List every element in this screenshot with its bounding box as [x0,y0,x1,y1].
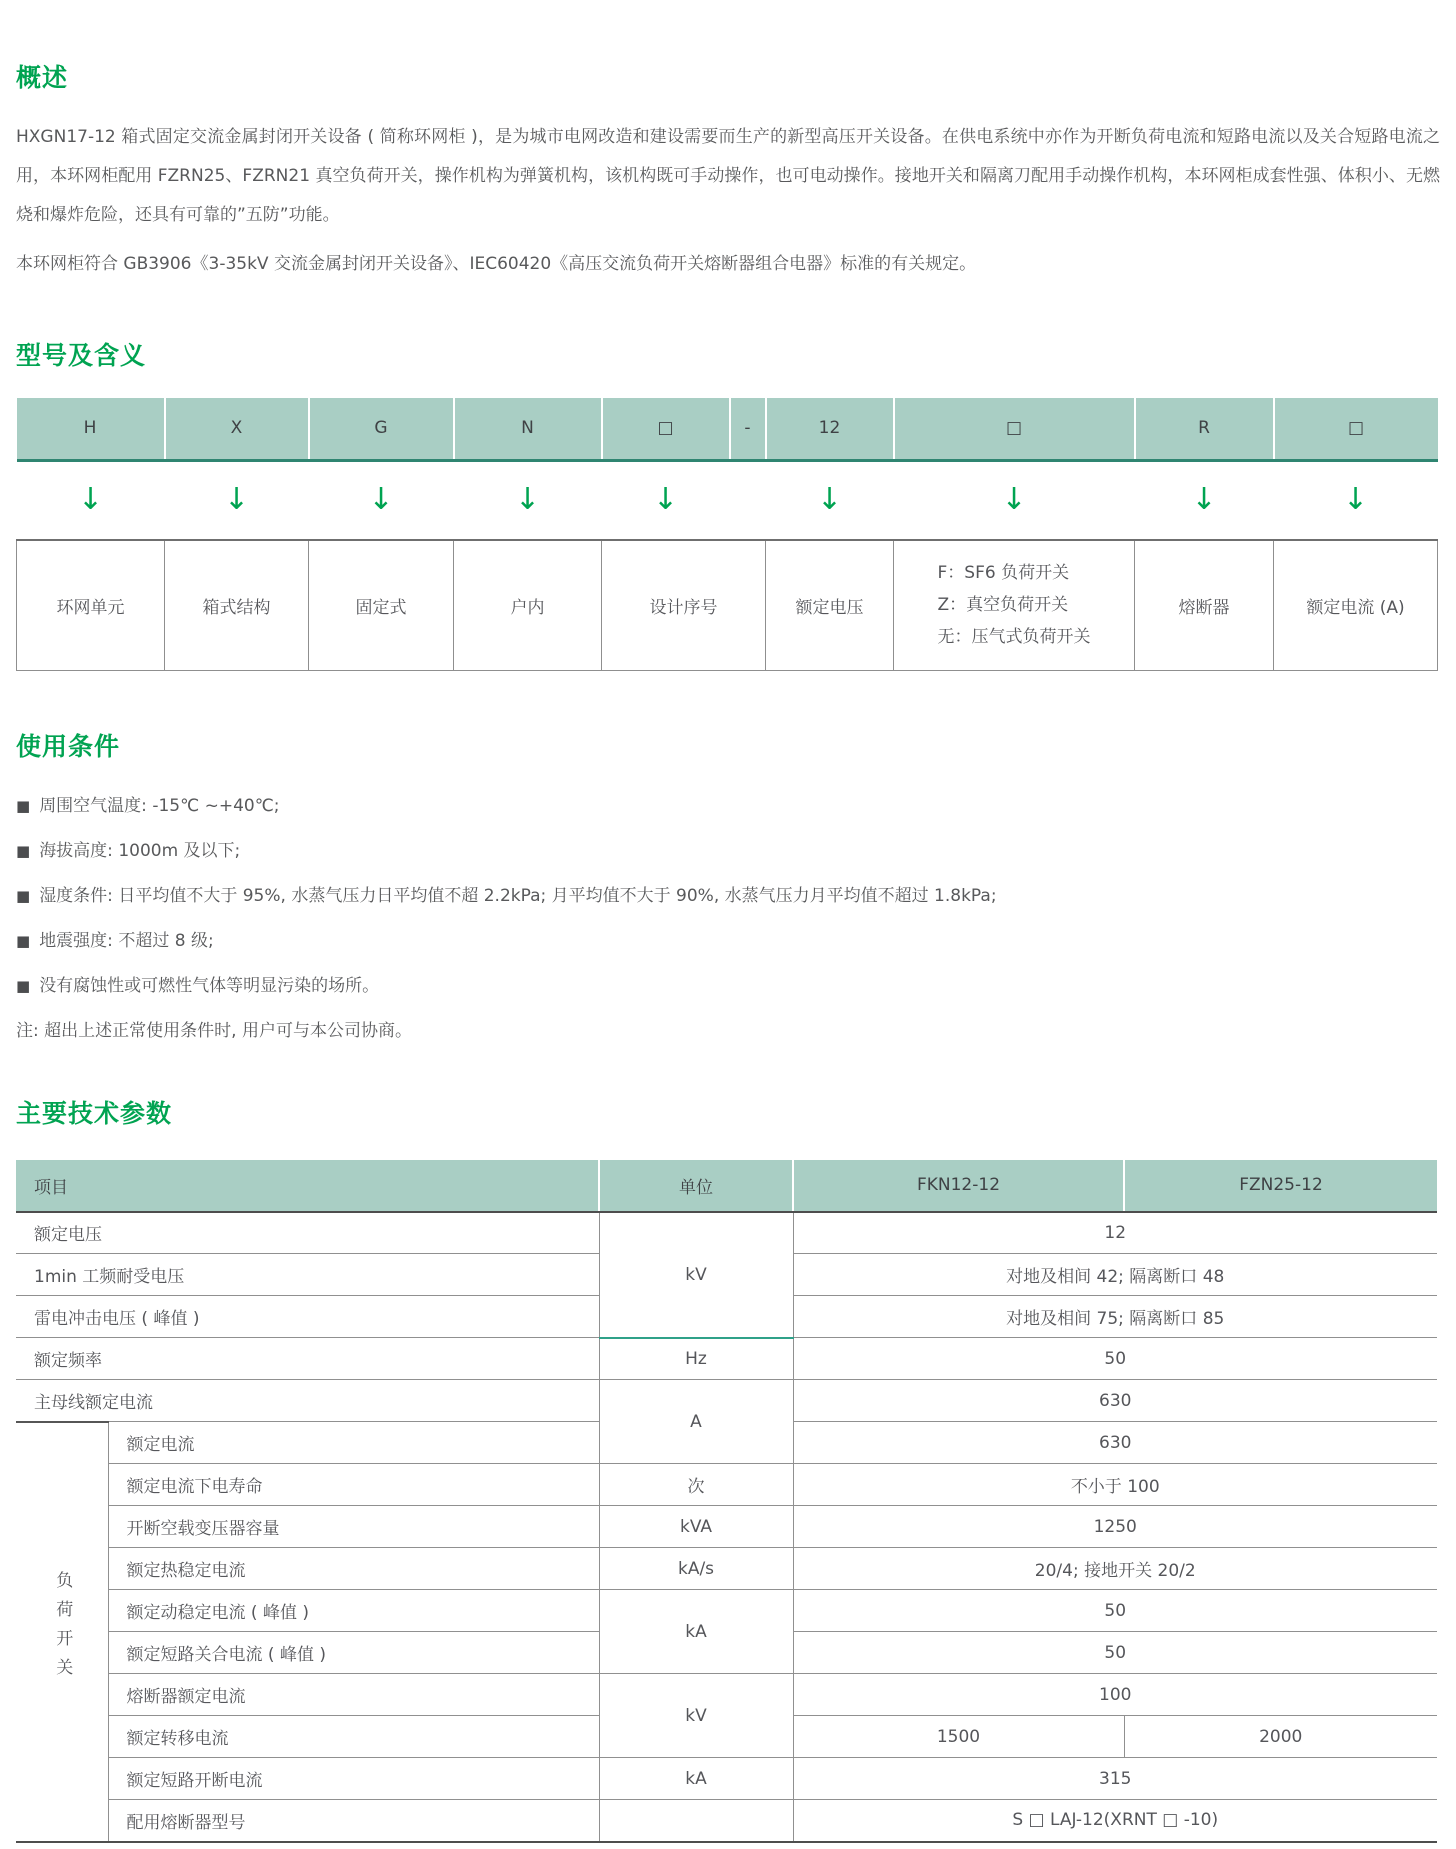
bullet-square-icon: ■ [16,796,31,815]
param-label: 开断空载变压器容量 [108,1506,599,1548]
table-row [16,1590,1437,1632]
group-label-vertical: 负荷开关 [52,1571,73,1687]
switch-type-line: 无：压气式负荷开关 [937,627,1091,648]
params-section [16,1094,1440,1849]
param-value-fkn: 1500 [793,1716,1124,1758]
model-meaning-cell: 额定电流 (A) [1274,540,1438,670]
condition-text: 湿度条件: 日平均值不大于 95%, 水蒸气压力日平均值不超 2.2kPa; 月平均值不大于 90%, 水蒸气压力月平均值不超过 1.8kPa; [39,885,997,906]
conditions-list [16,793,1440,1044]
table-row [16,1380,1437,1422]
param-label: 雷电冲击电压 ( 峰值 ) [16,1296,599,1338]
model-meaning-cell: 箱式结构 [165,540,309,670]
down-arrow-icon: ↓ [223,482,250,518]
model-arrow-cell [165,460,309,540]
model-arrow-cell [766,460,894,540]
condition-item [16,793,1440,819]
param-value: 20/4; 接地开关 20/2 [793,1548,1437,1590]
down-arrow-icon: ↓ [368,482,394,518]
down-arrow-icon: ↓ [1001,482,1027,518]
model-code-cell: 12 [766,398,894,460]
param-unit: A [599,1380,793,1464]
model-code-cell: □ [602,398,730,460]
model-code-row [17,398,1438,460]
param-value-fzn: 2000 [1124,1716,1437,1758]
param-label: 额定动稳定电流 ( 峰值 ) [108,1590,599,1632]
param-label: 1min 工频耐受电压 [16,1254,599,1296]
condition-text: 没有腐蚀性或可燃性气体等明显污染的场所。 [39,975,380,996]
param-value: 50 [793,1590,1437,1632]
table-row [16,1212,1437,1254]
params-header-unit: 单位 [599,1160,793,1212]
model-arrow-cell [602,460,730,540]
model-meaning-cell: 熔断器 [1135,540,1274,670]
param-unit: kA/s [599,1548,793,1590]
conditions-section [16,727,1440,1044]
param-value: S □ LAJ-12(XRNT □ -10) [793,1800,1437,1842]
param-label: 额定短路关合电流 ( 峰值 ) [108,1632,599,1674]
table-row [16,1338,1437,1380]
model-code-cell: H [17,398,165,460]
params-heading: 主要技术参数 [16,1098,173,1128]
model-arrow-cell [309,460,454,540]
table-row [16,1800,1437,1842]
model-arrow-cell-empty [730,460,766,540]
param-value: 对地及相间 75; 隔离断口 85 [793,1296,1437,1338]
param-label: 主母线额定电流 [16,1380,599,1422]
down-arrow-icon: ↓ [77,482,104,518]
model-arrow-cell [894,460,1135,540]
down-arrow-icon: ↓ [1342,482,1369,518]
condition-item [16,838,1440,864]
model-code-cell: □ [1274,398,1438,460]
overview-paragraph-2: 本环网柜符合 GB3906《3-35kV 交流金属封闭开关设备》、IEC60420《高压交流负荷开关熔断器组合电器》标准的有关规定。 [16,254,977,274]
overview-paragraph-1: HXGN17-12 箱式固定交流金属封闭开关设备 ( 简称环网柜 )，是为城市电网改造和建设需要而生产的新型高压开关设备。在供电系统中亦作为开断负荷电流和短路电流以及关合短路电流之用，本环网柜配用 FZRN25、FZRN21 真空负荷开关，操作机构为弹簧机构，该机构既可手动操作，也可电动操作。接地开关和隔离刀配用手动操作机构，本环网柜成套性强、体积小、无燃烧和爆炸危险，还具有可靠的”五防”功能。 [16,127,1440,225]
param-value: 50 [793,1632,1437,1674]
params-header-fkn: FKN12-12 [793,1160,1124,1212]
param-unit: kV [599,1674,793,1758]
param-label: 额定短路开断电流 [108,1758,599,1800]
model-arrow-cell [1135,460,1274,540]
overview-section [16,58,1440,284]
model-code-table [16,398,1438,671]
bullet-square-icon: ■ [16,886,31,905]
down-arrow-icon: ↓ [652,482,679,518]
model-code-cell: R [1135,398,1274,460]
model-meaning-cell-switch-types [894,540,1135,670]
table-row [16,1758,1437,1800]
model-code-cell: G [309,398,454,460]
conditions-heading: 使用条件 [16,731,121,761]
bullet-square-icon: ■ [16,841,31,860]
model-arrow-row [17,460,1438,540]
model-meaning-cell: 户内 [454,540,602,670]
table-row [16,1548,1437,1590]
down-arrow-icon: ↓ [816,482,843,518]
param-value: 630 [793,1380,1437,1422]
model-code-cell: X [165,398,309,460]
table-row [16,1674,1437,1716]
param-label: 配用熔断器型号 [108,1800,599,1842]
down-arrow-icon: ↓ [514,482,541,518]
param-value: 630 [793,1422,1437,1464]
conditions-note: 注: 超出上述正常使用条件时, 用户可与本公司协商。 [16,1020,412,1041]
model-section [16,336,1440,671]
params-header-fzn: FZN25-12 [1124,1160,1437,1212]
condition-text: 周围空气温度: -15℃ ~+40℃; [39,795,280,816]
bullet-square-icon: ■ [16,931,31,950]
param-label: 额定电流 [108,1422,599,1464]
switch-type-line: Z：真空负荷开关 [937,595,1069,616]
param-label: 额定电压 [16,1212,599,1254]
model-meaning-cell: 额定电压 [766,540,894,670]
params-header-row [16,1160,1437,1212]
table-row [16,1506,1437,1548]
model-meaning-row [17,540,1438,670]
model-arrow-cell [454,460,602,540]
model-meaning-cell: 环网单元 [17,540,165,670]
condition-item [16,883,1440,909]
param-label: 额定电流下电寿命 [108,1464,599,1506]
model-code-cell: - [730,398,766,460]
model-meaning-cell: 固定式 [309,540,454,670]
param-unit: kV [599,1212,793,1338]
technical-parameters-table [16,1160,1437,1843]
param-unit: 次 [599,1464,793,1506]
condition-item [16,928,1440,954]
condition-text: 海拔高度: 1000m 及以下; [39,840,241,861]
table-row [16,1464,1437,1506]
model-code-cell: □ [894,398,1135,460]
down-arrow-icon: ↓ [1191,482,1217,518]
model-heading: 型号及含义 [16,341,147,370]
param-value: 315 [793,1758,1437,1800]
params-header-item: 项目 [16,1160,599,1212]
param-label: 额定转移电流 [108,1716,599,1758]
bullet-square-icon: ■ [16,976,31,995]
param-unit: kVA [599,1506,793,1548]
model-arrow-cell [17,460,165,540]
param-value: 100 [793,1674,1437,1716]
model-code-cell: N [454,398,602,460]
condition-text: 地震强度: 不超过 8 级; [39,930,214,951]
param-unit: kA [599,1758,793,1800]
param-value: 50 [793,1338,1437,1380]
param-value: 不小于 100 [793,1464,1437,1506]
param-label: 熔断器额定电流 [108,1674,599,1716]
param-unit: kA [599,1590,793,1674]
condition-item [16,973,1440,999]
param-value: 12 [793,1212,1437,1254]
param-unit: Hz [599,1338,793,1380]
param-unit-empty [599,1800,793,1842]
model-arrow-cell [1274,460,1438,540]
param-label: 额定热稳定电流 [108,1548,599,1590]
model-meaning-cell: 设计序号 [602,540,766,670]
overview-heading: 概述 [16,63,69,92]
param-value: 1250 [793,1506,1437,1548]
param-label: 额定频率 [16,1338,599,1380]
switch-type-line: F：SF6 负荷开关 [937,563,1070,584]
param-group-load-switch [16,1422,108,1842]
param-value: 对地及相间 42; 隔离断口 48 [793,1254,1437,1296]
